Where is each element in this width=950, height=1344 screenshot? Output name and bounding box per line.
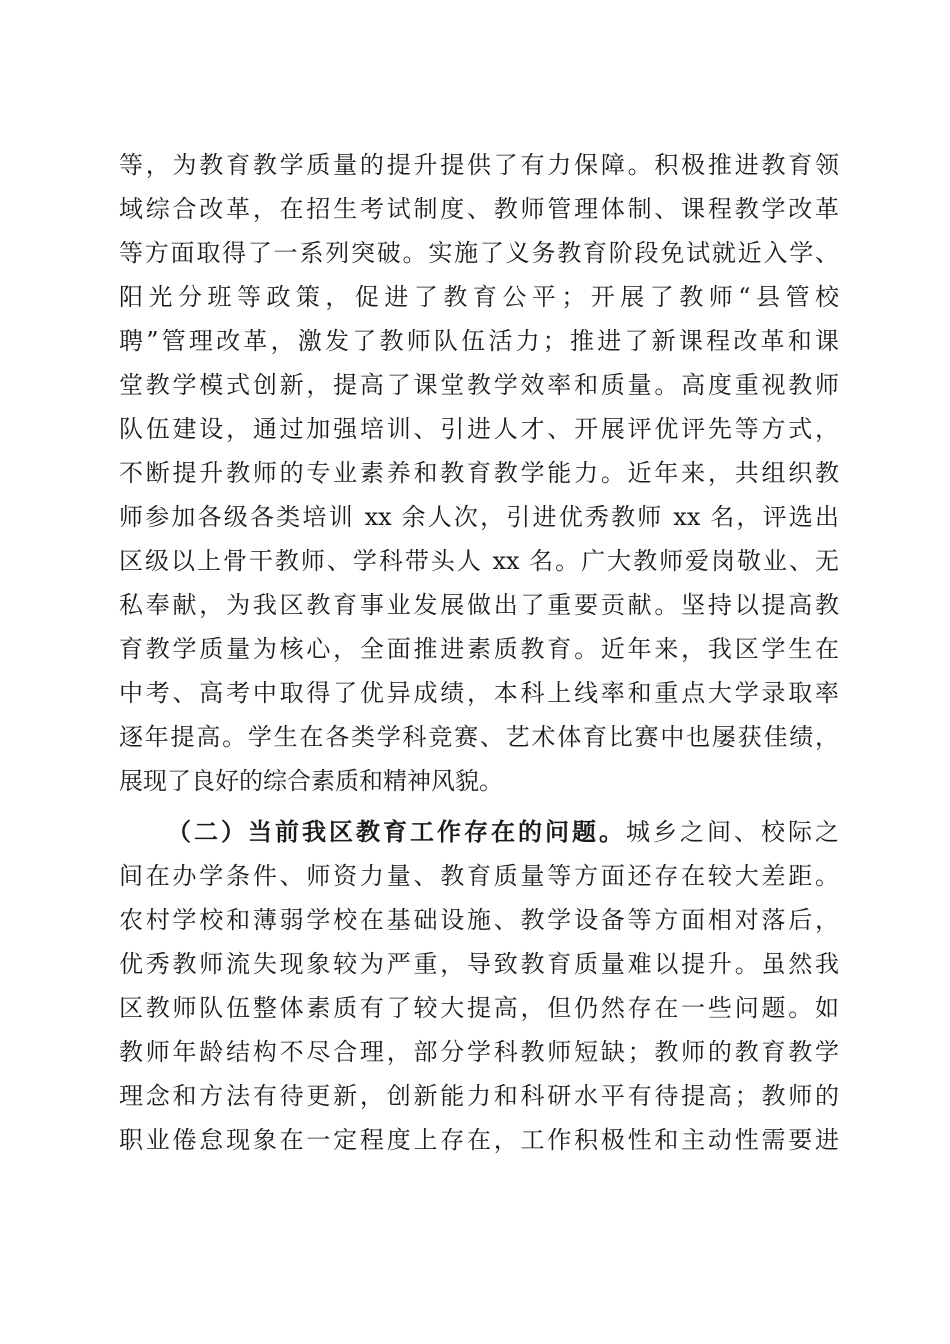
paragraph-1-line-11: 私奉献，为我区教育事业发展做出了重要贡献。坚持以提高教 [119,591,839,619]
paragraph-2-line-7: 理念和方法有待更新，创新能力和科研水平有待提高；教师的 [119,1082,839,1110]
paragraph-1-line-13: 中考、高考中取得了优异成绩，本科上线率和重点大学录取率 [119,679,839,707]
paragraph-1-line-8: 不断提升教师的专业素养和教育教学能力。近年来，共组织教 [119,459,839,487]
paragraph-1-line-12: 育教学质量为核心，全面推进素质教育。近年来，我区学生在 [119,635,839,663]
section-heading: （二）当前我区教育工作存在的问题。 [167,817,626,846]
paragraph-1-line-2: 域综合改革，在招生考试制度、教师管理体制、课程教学改革 [119,195,839,223]
paragraph-2-line-8: 职业倦怠现象在一定程度上存在，工作积极性和主动性需要进 [119,1126,839,1154]
paragraph-2-line-5: 区教师队伍整体素质有了较大提高，但仍然存在一些问题。如 [119,994,839,1022]
paragraph-1-line-7: 队伍建设，通过加强培训、引进人才、开展评优评先等方式， [119,415,839,443]
paragraph-1-line-14: 逐年提高。学生在各类学科竞赛、艺术体育比赛中也屡获佳绩， [119,723,839,751]
paragraph-1-line-1: 等，为教育教学质量的提升提供了有力保障。积极推进教育领 [119,151,839,179]
paragraph-1-line-9: 师参加各级各类培训 xx 余人次，引进优秀教师 xx 名，评选出 [119,503,839,531]
paragraph-1-line-15: 展现了良好的综合素质和精神风貌。 [119,767,503,795]
paragraph-2-line-6: 教师年龄结构不尽合理，部分学科教师短缺；教师的教育教学 [119,1038,839,1066]
paragraph-1-line-3: 等方面取得了一系列突破。实施了义务教育阶段免试就近入学、 [119,239,839,267]
paragraph-2-line-3: 农村学校和薄弱学校在基础设施、教学设备等方面相对落后， [119,906,839,934]
paragraph-2-line-1 [167,812,839,852]
paragraph-1-line-4: 阳光分班等政策，促进了教育公平；开展了教师“县管校 [119,283,839,311]
paragraph-1-line-5: 聘”管理改革，激发了教师队伍活力；推进了新课程改革和课 [119,327,839,355]
paragraph-2-line-2: 间在办学条件、师资力量、教育质量等方面还存在较大差距。 [119,862,839,890]
paragraph-1-line-6: 堂教学模式创新，提高了课堂教学效率和质量。高度重视教师 [119,371,839,399]
paragraph-2-line-4: 优秀教师流失现象较为严重，导致教育质量难以提升。虽然我 [119,950,839,978]
paragraph-1-line-10: 区级以上骨干教师、学科带头人 xx 名。广大教师爱岗敬业、无 [119,547,839,575]
paragraph-2-line-1-rest: 城乡之间、校际之 [626,818,839,846]
